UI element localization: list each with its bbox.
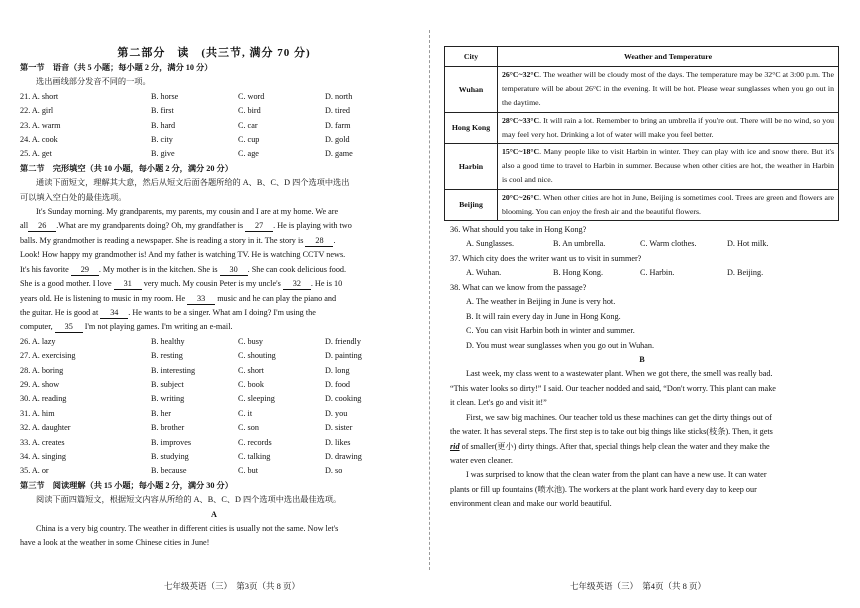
cloze-text: .What are my grandparents doing? Oh, my grandfather is: [56, 221, 244, 231]
cloze-text: .: [333, 235, 336, 245]
page-footer-left: 七年级英语（三） 第3页（共 8 页）: [164, 581, 301, 591]
question-36-options: [444, 237, 840, 252]
option-item: 26. A. lazy: [20, 336, 56, 346]
option-item: C. cup: [238, 135, 260, 145]
blank-35: 35: [55, 322, 83, 333]
answer-option: B. Hong Kong.: [553, 268, 604, 278]
option-row: [14, 335, 414, 349]
cloze-text: I'm not playing games. I'm writing an e-mail.: [84, 322, 233, 332]
option-item: B. give: [151, 149, 175, 159]
cloze-text: . He is 10: [310, 279, 343, 289]
option-item: D. north: [325, 91, 353, 101]
option-row: [14, 364, 414, 378]
passage-b-label: B: [639, 355, 645, 365]
passage-b-line: it clean. Let's go and visit it!”: [450, 398, 547, 408]
option-item: B. resting: [151, 351, 183, 361]
option-item: 31. A. him: [20, 408, 55, 418]
option-row: [14, 104, 414, 118]
passage-a-line: China is a very big country. The weather in different cities is usually not the same. Now let's: [36, 524, 339, 533]
cloze-line: [14, 292, 414, 306]
option-row: [14, 119, 414, 133]
weather-cell: [498, 144, 839, 190]
answer-option: D. You must wear sunglasses when you go out in Wuhan.: [466, 340, 655, 350]
option-item: D. likes: [325, 437, 351, 447]
question-38: 38. What can we know from the passage?: [450, 283, 587, 293]
answer-option: A. The weather in Beijing in June is very hot.: [466, 297, 616, 307]
blank-31: 31: [114, 279, 142, 290]
option-item: B. healthy: [151, 336, 185, 346]
option-row: [14, 407, 414, 421]
option-item: C. book: [238, 379, 264, 389]
question-37-options: [444, 266, 840, 281]
cloze-text: very much. My cousin Peter is my uncle's: [143, 279, 281, 289]
option-item: D. food: [325, 379, 351, 389]
option-item: C. short: [238, 365, 264, 375]
option-item: 25. A. get: [20, 149, 52, 159]
header-city: City: [445, 47, 498, 67]
blank-27: 27: [245, 221, 273, 232]
part-title: 第二部分 读 (共三节, 满分 70 分): [117, 47, 311, 59]
option-item: D. gold: [325, 135, 350, 145]
option-item: C. age: [238, 149, 259, 159]
blank-30: 30: [220, 265, 248, 276]
page-divider: [429, 30, 430, 570]
temperature-range: 20°C~26°C: [502, 192, 540, 202]
option-item: 22. A. girl: [20, 106, 54, 116]
question-37: 37. Which city does the writer want us to visit in summer?: [450, 254, 642, 264]
right-page: [444, 0, 840, 608]
option-item: D. game: [325, 149, 353, 159]
option-item: 34. A. singing: [20, 451, 66, 461]
option-item: 30. A. reading: [20, 394, 67, 404]
option-row: [14, 421, 414, 435]
option-item: B. writing: [151, 394, 185, 404]
blank-26: 26: [28, 221, 56, 232]
option-item: C. busy: [238, 336, 264, 346]
answer-option: C. Harbin.: [640, 268, 675, 278]
temperature-range: 28°C~33°C: [502, 115, 540, 125]
option-item: D. painting: [325, 351, 362, 361]
option-item: B. subject: [151, 379, 184, 389]
cloze-line: [14, 263, 414, 277]
option-item: 28. A. boring: [20, 365, 64, 375]
question-38-options: [444, 295, 840, 353]
option-item: B. brother: [151, 423, 185, 433]
section2-instruction-1: 通读下面短文，理解其大意，然后从短文后面各题所给的 A、B、C、D 四个选项中选出: [36, 178, 350, 188]
temperature-range: 26°C~32°C: [502, 70, 540, 79]
section2-instruction-2: 可以填入空白处的最佳选项。: [20, 192, 127, 202]
option-item: D. long: [325, 365, 350, 375]
option-row: [14, 436, 414, 450]
passage-b-line: the water. It has several steps. The first step is to take out big things like sticks(枝条). Then, it gets: [450, 427, 773, 437]
cloze-text: . He is playing with two: [273, 221, 352, 231]
cloze-text: . She can cook delicious food.: [247, 264, 347, 274]
passage-b-line: environment clean and make our world beautiful.: [450, 499, 612, 509]
option-row: [14, 392, 414, 406]
blank-32: 32: [283, 279, 311, 290]
option-item: B. because: [151, 466, 187, 476]
option-item: D. friendly: [325, 336, 361, 346]
option-item: 35. A. or: [20, 466, 49, 476]
option-item: B. horse: [151, 91, 179, 101]
option-row: [14, 133, 414, 147]
option-item: C. sleeping: [238, 394, 275, 404]
passage-b-line: I was surprised to know that the clean water from the plant can have a new use. It can water: [466, 470, 767, 480]
option-item: C. but: [238, 466, 259, 476]
blank-29: 29: [71, 265, 99, 276]
cloze-text: She is a good mother. I love: [20, 279, 112, 289]
weather-description: . When other cities are hot in June, Beijing is sometimes cool. Trees are green and flowers are blooming. You can enjoy the fresh air and the beautiful flowers.: [502, 192, 834, 216]
passage-b-line: Last week, my class went to a wastewater plant. When we got there, the smell was really bad.: [466, 369, 773, 379]
section3-heading: 第三节 阅读理解（共 15 小题；每小题 2 分，满分 30 分）: [20, 480, 233, 490]
passage-b-line: “This water looks so dirty!” I said. Our teacher nodded and said, “Don't worry. This plant can make: [450, 383, 776, 393]
section1-instruction: 选出画线部分发音不同的一项。: [36, 77, 151, 87]
cloze-passage: [14, 205, 414, 335]
option-item: C. talking: [238, 451, 271, 461]
option-item: B. interesting: [151, 365, 196, 375]
passage-b-line: plants or fill up fountains (喷水池). The workers at the plant work hard every day to keep our: [450, 484, 757, 494]
passage-b-line: First, we saw big machines. Our teacher told us these machines can get the dirty things out of: [466, 412, 772, 422]
section1-heading: 第一节 语音（共 5 小题；每小题 2 分，满分 10 分）: [20, 63, 213, 72]
weather-table-body: [445, 67, 839, 221]
cloze-text: music and he can play the piano and: [217, 293, 337, 303]
answer-option: D. Beijing.: [727, 268, 764, 278]
section3-instruction: 阅读下面四篇短文，根据短文内容从所给的 A、B、C、D 四个选项中选出最佳选项。: [36, 495, 342, 505]
answer-option: A. Sunglasses.: [466, 239, 514, 249]
city-cell: Hong Kong: [445, 112, 498, 143]
cloze-line: [14, 306, 414, 320]
option-item: 29. A. show: [20, 379, 60, 389]
cloze-line: It's Sunday morning. My grandparents, my parents, my cousin and I are at my home. We are: [36, 207, 339, 217]
weather-description: . Many people like to visit Harbin in winter. They can play with ice and snow there. But it's also a good time to travel to Harbin in summer. Because when other cities are hot, the weather in Harbin is cool and nice.: [502, 147, 834, 185]
option-item: D. cooking: [325, 394, 362, 404]
cloze-text: balls. My grandmother is reading a newspaper. She is reading a story in it. The story is: [20, 235, 304, 245]
section2-options: [14, 335, 414, 479]
passage-b-line: water even cleaner.: [450, 455, 513, 465]
passage-b-line: [444, 440, 840, 454]
passage-b-text: of smaller(更小) dirty things. After that, special things help clean the water and they make the: [459, 441, 770, 451]
option-item: C. word: [238, 91, 265, 101]
cloze-line: Look! How happy my grandmother is! And my father is watching TV. He is watching CCTV news.: [20, 250, 346, 260]
option-item: D. sister: [325, 423, 353, 433]
answer-option: C. You can visit Harbin both in winter and summer.: [466, 326, 635, 336]
answer-option: B. An umbrella.: [553, 239, 606, 249]
question-36: 36. What should you take in Hong Kong?: [450, 225, 587, 235]
option-item: 24. A. cook: [20, 135, 58, 145]
city-cell: Beijing: [445, 189, 498, 220]
weather-table: [444, 46, 839, 221]
section1-options: [14, 90, 414, 162]
option-item: 21. A. short: [20, 91, 59, 101]
table-row: [445, 112, 839, 143]
passage-a-label: A: [211, 509, 217, 519]
option-item: D. farm: [325, 120, 351, 130]
option-row: [14, 147, 414, 161]
option-item: B. city: [151, 135, 173, 145]
cloze-line: [14, 234, 414, 248]
option-item: C. records: [238, 437, 272, 447]
weather-cell: [498, 67, 839, 113]
option-item: C. bird: [238, 106, 261, 116]
table-header-row: [445, 47, 839, 67]
option-row: [14, 378, 414, 392]
city-cell: Harbin: [445, 144, 498, 190]
answer-option: B. It will rain every day in June in Hong Kong.: [466, 311, 621, 321]
blank-28: 28: [305, 236, 333, 247]
option-row: [14, 90, 414, 104]
option-item: 23. A. warm: [20, 120, 61, 130]
option-item: C. son: [238, 423, 259, 433]
option-item: 33. A. creates: [20, 437, 65, 447]
option-item: D. you: [325, 408, 348, 418]
option-item: B. studying: [151, 451, 189, 461]
section2-heading: 第二节 完形填空（共 10 小题，每小题 2 分，满分 20 分）: [20, 163, 233, 173]
blank-33: 33: [187, 294, 215, 305]
option-item: B. hard: [151, 120, 176, 130]
cloze-line: [14, 277, 414, 291]
option-item: C. it: [238, 408, 253, 418]
option-item: D. so: [325, 466, 343, 476]
cloze-line: [14, 320, 414, 334]
cloze-text: It's his favorite: [20, 264, 69, 274]
page-footer-right: 七年级英语（三） 第4页（共 8 页）: [570, 581, 707, 591]
left-page: [14, 0, 414, 608]
table-row: [445, 144, 839, 190]
option-item: C. shouting: [238, 351, 276, 361]
cloze-text: all: [20, 221, 29, 231]
option-item: C. car: [238, 120, 258, 130]
cloze-text: years old. He is listening to music in my room. He: [20, 293, 186, 303]
table-row: [445, 189, 839, 220]
header-weather: Weather and Temperature: [498, 47, 839, 67]
option-item: B. first: [151, 106, 174, 116]
answer-option: A. Wuhan.: [466, 268, 502, 278]
weather-description: . It will rain a lot. Remember to bring an umbrella if you're out. There will be no wind, so you may feel very hot. Drinking a lot of water will make you feel better.: [502, 115, 834, 139]
option-item: D. tired: [325, 106, 351, 116]
cloze-text: . My mother is in the kitchen. She is: [98, 264, 218, 274]
weather-cell: [498, 189, 839, 220]
city-cell: Wuhan: [445, 67, 498, 113]
answer-option: D. Hot milk.: [727, 239, 769, 249]
option-row: [14, 349, 414, 363]
highlighted-word-rid: rid: [450, 441, 460, 451]
option-item: D. drawing: [325, 451, 362, 461]
cloze-text: . He wants to be a singer. What am I doing? I'm using the: [128, 307, 316, 317]
option-item: 27. A. exercising: [20, 351, 76, 361]
cloze-line: [14, 219, 414, 233]
option-item: B. her: [151, 408, 172, 418]
answer-option: C. Warm clothes.: [640, 239, 697, 249]
blank-34: 34: [100, 308, 128, 319]
cloze-text: computer,: [20, 322, 53, 332]
weather-description: . The weather will be cloudy most of the days. The temperature may be 32°C at 3:00 p.m. The temperature will be about 26°C in the evening. It will be hot. Please wear sunglasses when you go out in the daytime.: [502, 70, 834, 108]
option-row: [14, 450, 414, 464]
weather-cell: [498, 112, 839, 143]
passage-a-line: have a look at the weather in some Chinese cities in June!: [20, 538, 210, 548]
option-row: [14, 464, 414, 478]
option-item: 32. A. daughter: [20, 423, 71, 433]
temperature-range: 15°C~18°C: [502, 147, 540, 157]
option-item: B. improves: [151, 437, 192, 447]
cloze-text: the guitar. He is good at: [20, 307, 99, 317]
table-row: [445, 67, 839, 113]
